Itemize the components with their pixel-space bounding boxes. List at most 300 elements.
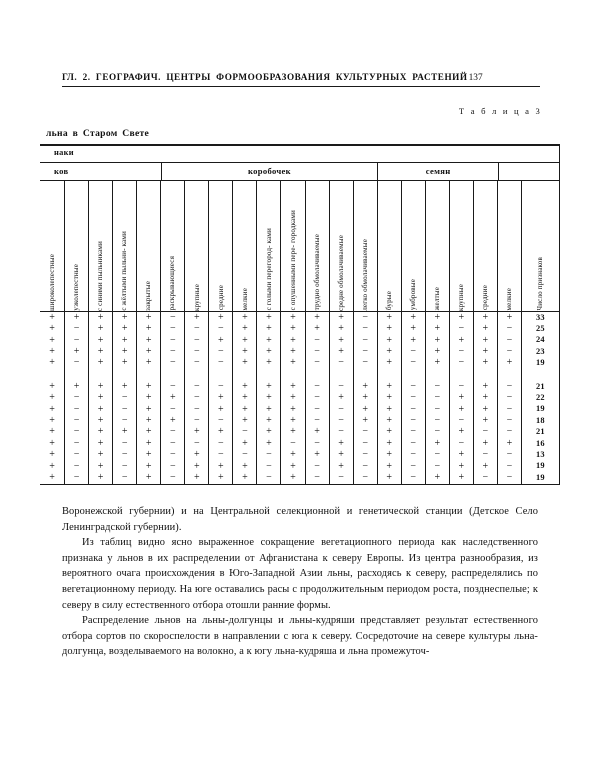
- column-header-count: [521, 181, 559, 311]
- table-cell-mark: +: [49, 449, 55, 461]
- table-cell-mark: +: [136, 449, 160, 460]
- table-cell-mark: +: [64, 381, 88, 392]
- table-cell-mark: −: [353, 346, 377, 357]
- table-cell-mark: +: [208, 461, 232, 472]
- table-cell-mark: +: [136, 415, 160, 426]
- table-cell-mark: +: [232, 415, 256, 426]
- table-cell-mark: +: [280, 346, 304, 357]
- table-cell-spacer: [449, 369, 473, 381]
- table-cell-mark: −: [353, 427, 377, 438]
- table-cell-mark: −: [305, 346, 329, 357]
- table-cell-mark: −: [256, 461, 280, 472]
- table-cell-spacer: [64, 369, 88, 381]
- table-cell-mark: +: [232, 438, 256, 449]
- table-cell-mark: +: [256, 335, 280, 346]
- table-cell-mark: −: [64, 427, 88, 438]
- table-cell-mark: +: [329, 449, 353, 460]
- table-cell-mark: +: [136, 438, 160, 449]
- table-cell-mark: +: [112, 381, 136, 392]
- table-cell-mark: +: [425, 438, 449, 449]
- table-cell-mark: +: [305, 427, 329, 438]
- table-cell-mark: −: [401, 415, 425, 426]
- table-cell-mark: −: [425, 415, 449, 426]
- column-header-10: [256, 181, 280, 311]
- table-cell-mark: +: [232, 324, 256, 335]
- table-cell-mark: −: [425, 449, 449, 460]
- column-header-label: с синими пыльниками: [96, 240, 105, 311]
- table-cell-mark: +: [425, 335, 449, 346]
- table-cell-mark: −: [497, 404, 521, 415]
- table-cell-mark: +: [329, 346, 353, 357]
- table-cell-spacer: [208, 369, 232, 381]
- data-table: [40, 144, 560, 485]
- table-cell-mark: +: [49, 415, 55, 426]
- table-cell-mark: +: [353, 404, 377, 415]
- table-cell-mark: +: [377, 346, 401, 357]
- table-row: [40, 438, 559, 449]
- table-cell-mark: +: [280, 427, 304, 438]
- table-cell-mark: +: [329, 324, 353, 335]
- table-cell-mark: +: [136, 346, 160, 357]
- table-cell-mark: +: [449, 312, 473, 323]
- table-cell-mark: −: [160, 472, 184, 483]
- table-cell-mark: −: [208, 346, 232, 357]
- table-cell-mark: −: [401, 381, 425, 392]
- table-cell-mark: +: [184, 312, 208, 323]
- table-cell-mark: −: [112, 393, 136, 404]
- table-cell-mark: −: [232, 449, 256, 460]
- table-row: [40, 393, 559, 404]
- table-cell-mark: −: [112, 449, 136, 460]
- table-cell-mark: +: [256, 312, 280, 323]
- column-header-5: [136, 181, 160, 311]
- table-cell-spacer: [160, 369, 184, 381]
- paragraph: Из таблиц видно ясно выраженное сокращение вегетациопного периода как наследственного признака у льнов в их распределении от Афганистана к северу Европы. Из центра разнообразия, из вероятного очага происхождения в Юго-Западной Азии льны, расходясь к северу, распределялись по вегетационному периоду. На юге оставались расы с продолжительным периодом роста, позднеспелые; к северу в силу естественного отбора отошли ранние формы.: [62, 537, 538, 611]
- table-cell-mark: −: [401, 449, 425, 460]
- table-cell-mark: −: [160, 427, 184, 438]
- table-cell-mark: +: [425, 358, 449, 369]
- column-header-1: [40, 181, 64, 311]
- table-cell-mark: −: [449, 415, 473, 426]
- table-cell-mark: −: [160, 358, 184, 369]
- column-header-13: [329, 181, 353, 311]
- table-cell-mark: +: [112, 346, 136, 357]
- table-cell-spacer: [497, 369, 521, 381]
- column-header-label: с голыми перегород- ками: [264, 228, 273, 311]
- table-cell-mark: +: [449, 472, 473, 483]
- table-row: [40, 461, 559, 472]
- table-cell-mark: +: [377, 335, 401, 346]
- table-cell-mark: +: [449, 404, 473, 415]
- table-cell-mark: +: [112, 324, 136, 335]
- table-cell-mark: −: [64, 358, 88, 369]
- table-cell-mark: −: [160, 438, 184, 449]
- table-cell-count: 18: [521, 415, 559, 426]
- table-cell-mark: +: [49, 426, 55, 438]
- table-cell-mark: −: [160, 335, 184, 346]
- column-header-label: широколепестные: [47, 253, 56, 311]
- table-cell-mark: +: [88, 346, 112, 357]
- table-cell-mark: +: [88, 461, 112, 472]
- table-cell-mark: +: [88, 335, 112, 346]
- table-cell-count: 23: [521, 346, 559, 357]
- table-cell-mark: +: [112, 312, 136, 323]
- table-cell-mark: +: [377, 461, 401, 472]
- table-cell-mark: +: [49, 460, 55, 472]
- table-cell-spacer: [329, 369, 353, 381]
- table-cell-mark: +: [232, 381, 256, 392]
- column-header-label: крупные: [192, 283, 201, 311]
- table-cell-mark: −: [64, 393, 88, 404]
- table-cell-mark: +: [256, 346, 280, 357]
- table-cell-mark: −: [425, 381, 449, 392]
- column-header-label: легко обмолачиваемые: [360, 238, 369, 311]
- table-cell-count: 19: [521, 461, 559, 472]
- table-cell-mark: +: [256, 427, 280, 438]
- table-cell-mark: −: [449, 346, 473, 357]
- table-cell-mark: −: [305, 358, 329, 369]
- table-row: [40, 381, 559, 392]
- table-cell-mark: +: [425, 472, 449, 483]
- table-cell-mark: +: [377, 449, 401, 460]
- table-cell-mark: +: [280, 449, 304, 460]
- table-cell-mark: −: [329, 472, 353, 483]
- table-cell-mark: +: [256, 381, 280, 392]
- table-cell-mark: −: [256, 472, 280, 483]
- table-cell-mark: −: [401, 393, 425, 404]
- table-cell-count: 19: [521, 358, 559, 369]
- column-group-4: [498, 163, 536, 180]
- table-cell-mark: −: [353, 449, 377, 460]
- table-cell-mark: +: [136, 404, 160, 415]
- table-cell-spacer: [280, 369, 304, 381]
- table-cell-mark: −: [160, 346, 184, 357]
- table-cell-mark: −: [160, 312, 184, 323]
- table-cell-mark: +: [88, 358, 112, 369]
- table-cell-mark: −: [425, 404, 449, 415]
- table-cell-mark: +: [329, 393, 353, 404]
- table-cell-mark: −: [208, 449, 232, 460]
- table-cell-mark: +: [160, 415, 184, 426]
- table-cell-mark: +: [49, 403, 55, 415]
- table-cell-mark: +: [49, 346, 55, 358]
- table-cell-mark: −: [497, 393, 521, 404]
- table-cell-mark: +: [49, 437, 55, 449]
- table-cell-mark: −: [497, 335, 521, 346]
- table-title: льна в Старом Свете: [46, 128, 150, 139]
- table-cell-mark: −: [353, 461, 377, 472]
- table-cell-mark: −: [64, 404, 88, 415]
- table-cell-mark: +: [232, 335, 256, 346]
- body-text: [62, 504, 538, 660]
- table-cell-mark: −: [305, 381, 329, 392]
- table-cell-spacer: [40, 369, 64, 381]
- table-cell-mark: −: [184, 415, 208, 426]
- table-cell-count: 19: [521, 404, 559, 415]
- column-header-label: с опушенными пере- городками: [288, 210, 297, 311]
- table-cell-mark: −: [497, 381, 521, 392]
- table-row: [40, 358, 559, 369]
- column-header-17: [425, 181, 449, 311]
- table-cell-mark: +: [425, 312, 449, 323]
- table-cell-mark: +: [64, 346, 88, 357]
- table-cell-mark: +: [280, 393, 304, 404]
- column-header-row: [40, 181, 560, 311]
- table-cell-mark: +: [449, 393, 473, 404]
- table-cell-mark: +: [49, 323, 55, 335]
- table-cell-count: 21: [521, 427, 559, 438]
- table-cell-mark: −: [497, 324, 521, 335]
- table-cell-mark: +: [136, 393, 160, 404]
- table-cell-mark: −: [497, 461, 521, 472]
- column-header-label: умбровые: [408, 279, 417, 311]
- table-cell-mark: +: [232, 404, 256, 415]
- table-cell-mark: +: [280, 404, 304, 415]
- table-cell-mark: +: [401, 312, 425, 323]
- table-cell-mark: −: [449, 358, 473, 369]
- table-cell-mark: +: [280, 324, 304, 335]
- table-cell-spacer: [521, 369, 559, 381]
- table-cell-mark: +: [377, 415, 401, 426]
- table-cell-mark: +: [425, 346, 449, 357]
- table-cell-mark: +: [377, 312, 401, 323]
- table-cell-mark: −: [329, 381, 353, 392]
- table-cell-mark: +: [280, 381, 304, 392]
- table-cell-mark: +: [497, 312, 521, 323]
- table-cell-count: 19: [521, 472, 559, 483]
- table-bottom-rule: [40, 484, 560, 486]
- column-header-3: [88, 181, 112, 311]
- table-cell-mark: +: [256, 324, 280, 335]
- table-cell-mark: +: [160, 393, 184, 404]
- column-header-label: средние: [481, 285, 490, 311]
- table-cell-mark: +: [256, 415, 280, 426]
- table-cell-mark: −: [184, 335, 208, 346]
- table-cell-mark: +: [184, 461, 208, 472]
- table-cell-mark: +: [208, 472, 232, 483]
- running-head-title: ГЛ. 2. ГЕОГРАФИЧ. ЦЕНТРЫ ФОРМООБРАЗОВАНИЯ КУЛЬТУРНЫХ РАСТЕНИЙ: [62, 72, 468, 82]
- table-cell-mark: −: [112, 415, 136, 426]
- table-cell-mark: −: [184, 381, 208, 392]
- table-cell-mark: −: [425, 461, 449, 472]
- table-cell-mark: −: [112, 404, 136, 415]
- column-group-2: [161, 163, 378, 180]
- table-cell-spacer: [377, 369, 401, 381]
- table-cell-count: 33: [521, 312, 559, 323]
- table-row: [40, 472, 559, 483]
- table-cell-mark: +: [232, 346, 256, 357]
- column-header-7: [184, 181, 208, 311]
- column-header-18: [449, 181, 473, 311]
- table-cell-spacer: [88, 369, 112, 381]
- table-cell-mark: −: [112, 461, 136, 472]
- table-cell-mark: +: [136, 312, 160, 323]
- table-cell-mark: −: [160, 381, 184, 392]
- table-cell-mark: +: [232, 472, 256, 483]
- table-cell-mark: −: [64, 324, 88, 335]
- table-cell-mark: −: [449, 381, 473, 392]
- table-cell-spacer: [305, 369, 329, 381]
- table-row: [40, 415, 559, 426]
- column-header-14: [353, 181, 377, 311]
- table-cell-mark: +: [329, 461, 353, 472]
- column-header-label: раскрывающиеся: [168, 256, 177, 311]
- column-header-16: [401, 181, 425, 311]
- table-cell-count: 16: [521, 438, 559, 449]
- table-cell-mark: −: [401, 427, 425, 438]
- table-cell-mark: +: [208, 404, 232, 415]
- column-header-8: [208, 181, 232, 311]
- table-cell-spacer: [136, 369, 160, 381]
- table-cell-mark: +: [136, 358, 160, 369]
- table-cell-mark: −: [497, 346, 521, 357]
- table-cell-mark: +: [232, 312, 256, 323]
- table-cell-mark: −: [401, 438, 425, 449]
- table-cell-mark: −: [305, 461, 329, 472]
- table-cell-mark: −: [497, 449, 521, 460]
- table-cell-mark: +: [473, 346, 497, 357]
- table-cell-count: 24: [521, 335, 559, 346]
- table-cell-mark: −: [401, 461, 425, 472]
- table-cell-mark: −: [401, 404, 425, 415]
- table-cell-mark: −: [425, 393, 449, 404]
- table-cell-mark: +: [256, 404, 280, 415]
- table-cell-mark: +: [497, 438, 521, 449]
- column-group-label: коробочек: [248, 166, 291, 177]
- table-cell-mark: +: [305, 312, 329, 323]
- table-cell-mark: +: [449, 335, 473, 346]
- table-cell-mark: −: [256, 449, 280, 460]
- table-cell-mark: −: [112, 472, 136, 483]
- table-cell-mark: +: [377, 472, 401, 483]
- table-cell-mark: +: [88, 324, 112, 335]
- column-header-label: закрытые: [144, 280, 153, 311]
- table-cell-mark: +: [280, 335, 304, 346]
- table-cell-mark: −: [353, 312, 377, 323]
- table-cell-mark: −: [329, 415, 353, 426]
- table-cell-mark: −: [353, 472, 377, 483]
- table-cell-mark: +: [88, 472, 112, 483]
- table-cell-count: 25: [521, 324, 559, 335]
- table-cell-mark: −: [184, 393, 208, 404]
- table-cell-mark: −: [160, 461, 184, 472]
- table-cell-mark: −: [473, 427, 497, 438]
- column-group-3: [377, 163, 498, 180]
- table-cell-spacer: [473, 369, 497, 381]
- column-header-label: с жёлтыми пыльни- ками: [120, 231, 129, 311]
- continued-fragment-label: наки: [54, 147, 74, 157]
- table-cell-mark: +: [377, 438, 401, 449]
- table-cell-mark: +: [280, 472, 304, 483]
- column-group-row: [40, 163, 560, 180]
- table-cell-mark: +: [497, 358, 521, 369]
- table-cell-mark: −: [305, 335, 329, 346]
- table-cell-mark: −: [425, 427, 449, 438]
- table-cell-mark: −: [473, 472, 497, 483]
- table-cell-mark: +: [473, 438, 497, 449]
- header-rule: [62, 86, 540, 87]
- column-header-label: бурые: [384, 291, 393, 311]
- table-cell-mark: +: [401, 335, 425, 346]
- table-cell-mark: −: [160, 404, 184, 415]
- table-row: [40, 312, 559, 323]
- table-cell-mark: +: [377, 404, 401, 415]
- table-cell-mark: +: [377, 393, 401, 404]
- table-cell-mark: +: [88, 404, 112, 415]
- table-cell-mark: +: [425, 324, 449, 335]
- table-cell-mark: +: [449, 449, 473, 460]
- table-cell-mark: +: [305, 449, 329, 460]
- table-cell-spacer: [353, 369, 377, 381]
- table-cell-mark: +: [449, 427, 473, 438]
- table-cell-mark: +: [112, 335, 136, 346]
- table-cell-mark: −: [64, 415, 88, 426]
- table-cell-mark: −: [160, 449, 184, 460]
- table-cell-spacer: [401, 369, 425, 381]
- table-block-separator: [40, 369, 559, 381]
- table-cell-mark: +: [377, 381, 401, 392]
- table-cell-mark: +: [184, 472, 208, 483]
- table-cell-mark: +: [208, 393, 232, 404]
- table-cell-mark: −: [497, 427, 521, 438]
- column-header-label: трудно обмолачиваемые: [312, 234, 321, 311]
- table-cell-mark: −: [329, 358, 353, 369]
- table-cell-mark: −: [353, 335, 377, 346]
- table-cell-mark: +: [280, 358, 304, 369]
- table-cell-mark: −: [184, 404, 208, 415]
- column-header-label: средне обмолачиваемые: [336, 234, 345, 311]
- table-cell-mark: −: [208, 381, 232, 392]
- table-cell-count: 22: [521, 393, 559, 404]
- table-cell-mark: +: [208, 427, 232, 438]
- table-cell-mark: +: [256, 358, 280, 369]
- column-header-label: мелкие: [240, 288, 249, 311]
- table-cell-mark: −: [184, 438, 208, 449]
- table-row: [40, 335, 559, 346]
- table-number-label: Т а б л и ц а 3: [458, 106, 542, 116]
- table-cell-mark: −: [232, 427, 256, 438]
- table-cell-mark: −: [160, 324, 184, 335]
- table-cell-count: 21: [521, 381, 559, 392]
- table-cell-mark: +: [136, 427, 160, 438]
- table-cell-mark: +: [473, 358, 497, 369]
- table-row: [40, 449, 559, 460]
- table-cell-spacer: [256, 369, 280, 381]
- table-cell-mark: +: [377, 427, 401, 438]
- table-cell-mark: +: [329, 312, 353, 323]
- table-cell-mark: +: [88, 449, 112, 460]
- table-cell-mark: −: [208, 415, 232, 426]
- column-header-9: [232, 181, 256, 311]
- table-row: [40, 404, 559, 415]
- table-cell-mark: +: [473, 381, 497, 392]
- table-cell-mark: +: [305, 324, 329, 335]
- table-cell-mark: +: [112, 427, 136, 438]
- running-head: [62, 72, 540, 83]
- table-cell-mark: +: [473, 404, 497, 415]
- table-cell-count: 13: [521, 449, 559, 460]
- table-cell-mark: +: [473, 461, 497, 472]
- paragraph: Распределение льнов на льны-долгунцы и льны-кудряши представляет результат естественного отбора сортов по скороспелости в направлении с юга к северу. Сосредоточие на севере культуры льна-долгунца, возделываемого на волокно, а к югу льна-кудряша и льна промежуточ-: [62, 615, 538, 658]
- table-cell-mark: +: [88, 393, 112, 404]
- table-cell-mark: +: [49, 380, 55, 392]
- table-cell-mark: +: [473, 415, 497, 426]
- table-cell-mark: +: [256, 393, 280, 404]
- table-cell-mark: +: [49, 334, 55, 346]
- table-cell-mark: +: [329, 335, 353, 346]
- table-cell-mark: +: [280, 415, 304, 426]
- table-cell-mark: −: [329, 427, 353, 438]
